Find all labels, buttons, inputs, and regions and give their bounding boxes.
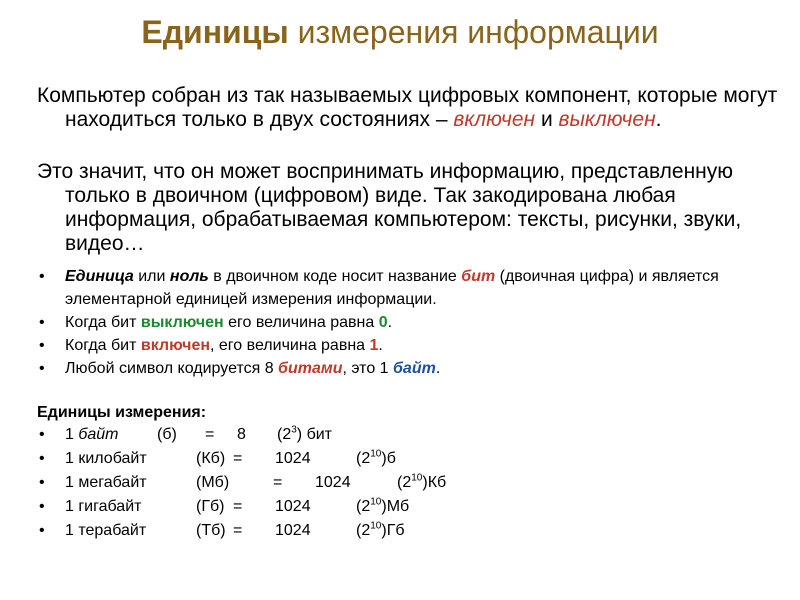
b4-end: . (435, 360, 441, 377)
unit-eq: = (205, 426, 215, 443)
binary-paragraph: Это значит, что он может воспринимать информацию, представленную только в двоичном (цифровом) виде. Так закодирована любая информация, обрабатываемая компьютером: тексты, рисунки, звуки, видео… (37, 160, 742, 255)
unit-eq: = (233, 522, 243, 539)
unit-value: 1024 (275, 498, 311, 515)
word-byte: байт (393, 360, 436, 377)
title-bold: Единицы (141, 14, 289, 50)
b1-end: (двоичная цифра) и является элементарной единицей измерения информации. (65, 268, 719, 308)
unit-name: • 1 байт (65, 426, 119, 443)
word-or: или (133, 268, 170, 285)
unit-power: $(2^{10})б$ (356, 448, 396, 467)
title-rest: измерения информации (288, 14, 659, 50)
unit-eq: = (233, 498, 243, 515)
units-row (37, 423, 537, 447)
b4-start: Любой символ кодируется 8 (65, 360, 279, 377)
page-title (0, 14, 800, 51)
b3-mid: , его величина равна (210, 337, 370, 354)
units-heading: Единицы измерения: (37, 404, 207, 421)
unit-eq: = (233, 450, 243, 467)
list-item (37, 311, 737, 334)
unit-power: $(2^3)$ бит (277, 424, 332, 443)
word-one: Единица (65, 268, 134, 285)
unit-name: • 1 терабайт (65, 522, 147, 539)
word-bit: бит (461, 268, 496, 285)
units-row (37, 447, 537, 471)
unit-name: • 1 килобайт (65, 450, 147, 467)
b4-mid: , это 1 (342, 360, 394, 377)
unit-abbr: (Кб) (196, 450, 226, 467)
word-zero: ноль (169, 268, 209, 285)
unit-eq: = (273, 474, 283, 491)
state-off: выключен (558, 108, 656, 131)
intro-paragraph (37, 84, 785, 132)
intro-end: . (655, 108, 662, 131)
list-item (37, 357, 737, 380)
b3-start: Когда бит (65, 337, 141, 354)
unit-abbr: (б) (157, 426, 177, 443)
units-list (37, 423, 537, 543)
unit-abbr: (Мб) (196, 474, 230, 491)
value-one: 1 (369, 337, 379, 354)
unit-value: 1024 (315, 474, 351, 491)
b2-end: . (387, 314, 393, 331)
units-row (37, 471, 537, 495)
units-row (37, 495, 537, 519)
list-item (37, 265, 737, 311)
unit-power: $(2^{10})Кб$ (397, 472, 447, 491)
intro-text: Компьютер собран из так называемых цифровых компонент, которые могут находиться только в двух состояниях – (37, 84, 778, 131)
state-on: включен (453, 108, 536, 131)
unit-value: 1024 (275, 450, 311, 467)
units-row (37, 519, 537, 543)
unit-value: 1024 (275, 522, 311, 539)
unit-name: • 1 мегабайт (65, 474, 147, 491)
bit-bullet-list (37, 265, 737, 380)
word-bits: битами (278, 360, 343, 377)
state-on-bold: включен (140, 337, 210, 354)
unit-power: $(2^{10})Гб$ (356, 520, 405, 539)
state-off-bold: выключен (140, 314, 224, 331)
value-zero: 0 (378, 314, 388, 331)
b3-end: . (378, 337, 383, 354)
unit-abbr: (Гб) (196, 498, 225, 515)
list-item (37, 334, 737, 357)
unit-power: $(2^{10})Мб$ (356, 496, 410, 515)
unit-value: 8 (237, 426, 246, 443)
b2-mid: его величина равна (223, 314, 379, 331)
unit-abbr: (Тб) (196, 522, 226, 539)
unit-name: • 1 гигабайт (65, 498, 142, 515)
b2-start: Когда бит (65, 314, 141, 331)
intro-and: и (535, 108, 559, 131)
b1-mid: в двоичном коде носит название (208, 268, 462, 285)
